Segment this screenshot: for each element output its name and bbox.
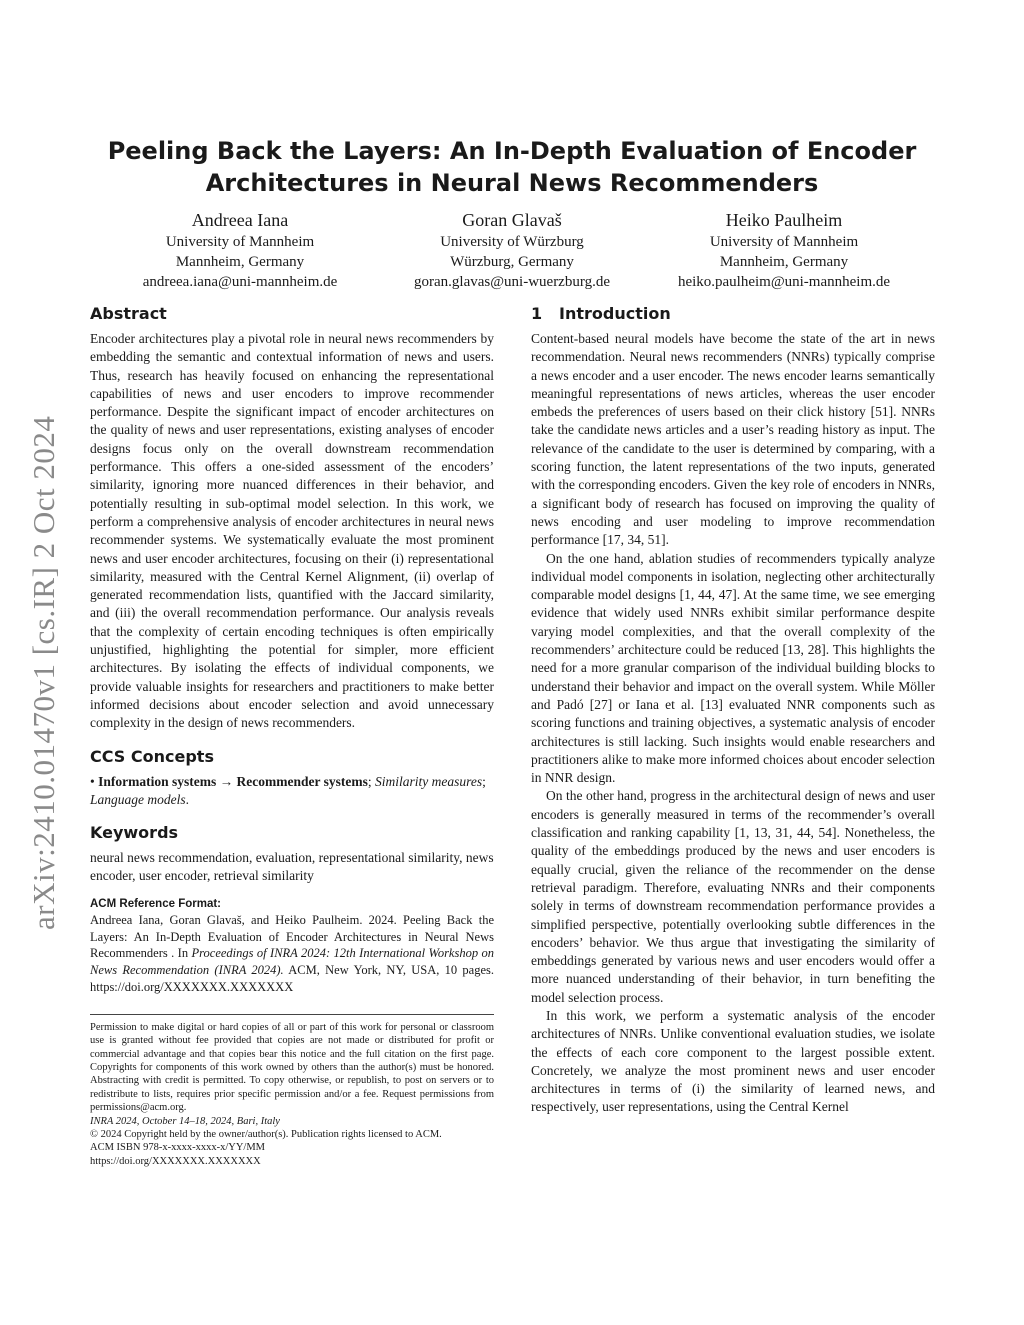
- acm-ref-text: [90, 912, 494, 996]
- ccs-sep: ;: [367, 773, 372, 789]
- author-location: Mannheim, Germany: [175, 254, 305, 270]
- abstract-text: Encoder architectures play a pivotal role in neural news recommenders by embedding the semantic and contextual information of news and users. Thus, research has heavily focused on enhancing the representational capabilities of news and user encoders to improve recommender performance. Despite the significant impact of encoder architectures on the quality of news and user representations, existing analyses of encoder designs focus only on the overall downstream recommendation performance. This offers a one-sided assessment of the encoders’ similarity, ignoring more nuanced differences in their behavior, and potentially resulting in sub-optimal model selection. In this work, we perform a comprehensive analysis of encoder architectures in neural news recommender systems. We systematically evaluate the most prominent news and user encoder architectures, focusing on their (i) representational similarity, measured with the Central Kernel Alignment, (ii) overlap of generated recommendation lists, quantified with the Jaccard similarity, and (iii) the overall recommendation performance. Our analysis reveals that the complexity of certain encoding techniques is often empirically unjustified, highlighting the potential for simpler, more efficient architectures. By isolating the effects of individual components, we provide valuable insights for researchers and practitioners to make better informed decisions about encoder selection and avoid unnecessary complexity in the design of news recommenders.: [90, 331, 494, 731]
- ccs-end: .: [185, 791, 189, 807]
- permission-text: Permission to make digital or hard copies of all or part of this work for personal or classroom use is granted without fee provided that copies are not made or distributed for profit or commercial advantage and that copies bear this notice and the full citation on the first page. Copyrights for components of this work owned by others than the author(s) must be honored. Abstracting with credit is permitted. To copy otherwise, or republish, to post on servers or to redistribute to lists, requires prior specific permission and/or a fee. Request permissions from permissions@acm.org.: [90, 1021, 494, 1114]
- intro-heading: [531, 304, 935, 324]
- ccs-term-3: Similarity measures: [374, 773, 483, 789]
- author-affiliation: University of Mannheim: [165, 234, 315, 250]
- acm-ref-heading: ACM Reference Format:: [90, 897, 221, 910]
- venue-text: [90, 1115, 494, 1128]
- isbn-text: ACM ISBN 978-x-xxxx-xxxx-x/YY/MM: [90, 1142, 266, 1154]
- section-title: Introduction: [559, 304, 671, 323]
- author-name: Andreea Iana: [191, 210, 289, 230]
- author-2: [362, 208, 662, 292]
- paper-title: [90, 135, 934, 199]
- acm-ref-part: Andreea Iana, Goran Glavaš, and Heiko Paulheim. 2024. Peeling Back the Layers: An In-Depth Evaluation of Encoder Architectures in Neural News Recommenders . In: [90, 912, 494, 961]
- ccs-sep: ;: [482, 773, 486, 789]
- author-block: [90, 208, 934, 296]
- doi-link[interactable]: https://doi.org/XXXXXXX.XXXXXXX: [90, 1155, 261, 1167]
- title-line-1: Peeling Back the Layers: An In-Depth Evaluation of Encoder: [107, 137, 917, 165]
- author-name: Goran Glavaš: [462, 210, 562, 230]
- author-affiliation: University of Würzburg: [440, 234, 584, 250]
- author-location: Würzburg, Germany: [450, 254, 574, 270]
- ccs-term-4: Language models: [90, 791, 186, 807]
- left-column: [90, 304, 494, 1168]
- ccs-term-2: Recommender systems: [236, 773, 368, 789]
- author-email[interactable]: andreea.iana@uni-mannheim.de: [142, 274, 338, 290]
- right-column: [531, 304, 935, 1117]
- author-email[interactable]: goran.glavas@uni-wuerzburg.de: [414, 274, 610, 290]
- footnote-divider: [90, 1014, 494, 1015]
- intro-paragraph: On the one hand, ablation studies of recommenders typically analyze individual model components in isolation, neglecting other architecturally comparable model designs [1, 44, 47]. At the same time, we see emerging evidence that widely used NNRs exhibit similar performance despite varying model complexities, and that the overall complexity of the recommenders’ architecture could be reduced [13, 28]. This highlights the need for a more granular comparison of the individual building blocks to understand their behavior and impact on the overall system. While Möller and Padó [27] or Iana et al. [13] evaluated NNR components such as scoring functions and training objectives, a systematic analysis of encoder architectures is still lacking. Such insights would enable researchers and practitioners alike to make more informed choices about encoder selection in NNR design.: [531, 550, 935, 786]
- author-3: [634, 208, 934, 292]
- keywords-heading: Keywords: [90, 823, 179, 843]
- ccs-bullet: •: [90, 773, 95, 789]
- ccs-arrow: →: [219, 773, 234, 789]
- venue-italic: INRA 2024, October 14–18, 2024, Bari, Italy: [90, 1115, 280, 1127]
- title-line-2: Architectures in Neural News Recommenders: [205, 169, 819, 197]
- acm-ref-proceedings: Proceedings of INRA 2024: 12th International Workshop on News Recommendation (INRA 2024).: [90, 946, 494, 978]
- arxiv-stamp: arXiv:2410.01470v1 [cs.IR] 2 Oct 2024: [26, 415, 61, 930]
- author-affiliation: University of Mannheim: [709, 234, 859, 250]
- keywords-text: neural news recommendation, evaluation, representational similarity, news encoder, user encoder, retrieval similarity: [90, 850, 494, 884]
- ccs-concepts: [90, 773, 494, 810]
- author-name: Heiko Paulheim: [725, 210, 843, 230]
- acm-ref-part: ACM, New York, NY, USA, 10 pages. https://doi.org/XXXXXXX.XXXXXXX: [90, 963, 495, 994]
- author-1: [90, 208, 390, 292]
- abstract-heading: Abstract: [90, 304, 167, 323]
- author-location: Mannheim, Germany: [719, 254, 849, 270]
- section-number: 1: [531, 304, 543, 323]
- intro-paragraph: On the other hand, progress in the architectural design of news and user encoders is generally measured in terms of the recommender’s overall classification and ranking capability [1, 13, 31, 44, 54]. Nonetheless, the quality of the embeddings produced by the news and user encoders is equally crucial, given the reliance of the recommender on the dense retrieval paradigm. Therefore, evaluating NNRs and their components solely in terms of downstream recommendation performance provides a simplified perspective, potentially overlooking subtle differences in the encoders’ behavior. We thus argue that investigating the similarity of embeddings generated by various news and user encoders would offer a more nuanced understanding of their behavior, in turn benefiting the model selection process.: [531, 788, 935, 1005]
- ccs-term-1: Information systems: [98, 773, 217, 789]
- intro-paragraph: Content-based neural models have become the state of the art in news recommendation. Neural news recommenders (NNRs) typically comprise a news encoder and a user encoder. The news encoder learns semantically meaningful representations of news articles, whereas the user encoder embeds the preferences of users based on their click history [51]. NNRs take the candidate news articles and a user’s reading history as input. The relevance of the candidate to the user is determined by comparing, with a scoring function, the latent representations of the two inputs, generated with the corresponding encoders. Given the key role of encoders in NNRs, a significant body of research has focused on improving the quality of news encoding and user modeling to improve recommendation performance [17, 34, 51].: [531, 331, 935, 548]
- copyright-text: © 2024 Copyright held by the owner/author(s). Publication rights licensed to ACM.: [90, 1128, 442, 1140]
- intro-paragraph: In this work, we perform a systematic analysis of the encoder architectures of NNRs. Unlike conventional evaluation studies, we isolate the effects of each core component to the largest possible extent. Concretely, we analyze the most prominent news and user encoder architectures in terms of (i) the similarity of learned news, and respectively, user representations, using the Central Kernel: [531, 1007, 935, 1115]
- author-email[interactable]: heiko.paulheim@uni-mannheim.de: [677, 274, 891, 290]
- ccs-heading: CCS Concepts: [90, 746, 214, 766]
